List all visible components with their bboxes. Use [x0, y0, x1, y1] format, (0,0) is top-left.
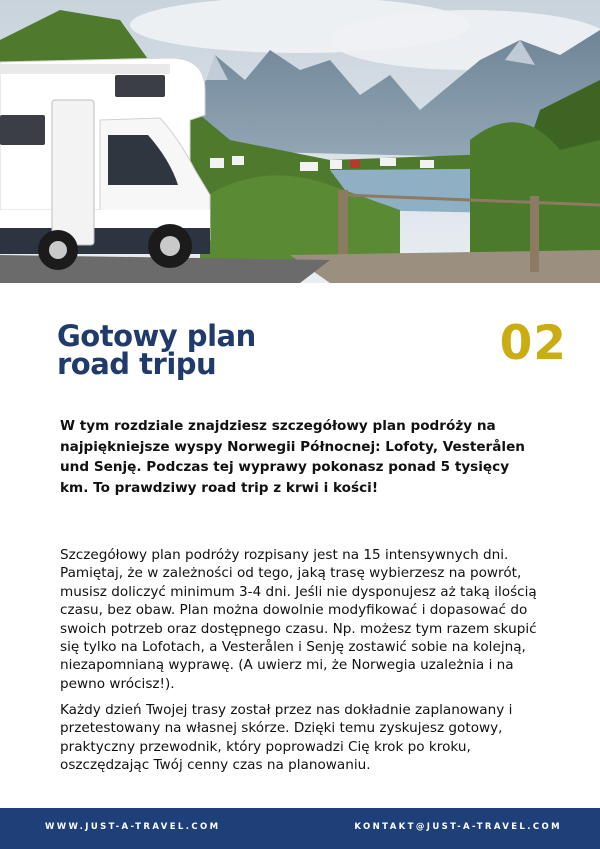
body-paragraph-1: Szczegółowy plan podróży rozpisany jest na 15 intensywnych dni. Pamiętaj, że w zależności od tego, jaką trasę wybierzesz na powrót, musisz doliczyć minimum 3-4 dni. Jeśli nie dysponujesz aż taką ilością czasu, bez obaw. Plan można dowolnie modyfikować i dopasować do swoich potrzeb oraz dostępnego czasu. Np. możesz tym razem skupić się tylko na Lofotach, a Vesterålen i Senję zostawić sobie na kolejną, niezapomnianą wyprawę. (A uwierz mi, że Norwegia uzależnia i na pewno wrócisz!).	[60, 547, 537, 692]
footer-bar	[0, 808, 600, 849]
body-paragraph-2: Każdy dzień Twojej trasy został przez nas dokładnie zaplanowany i przetestowany na własnej skórze. Dzięki temu zyskujesz gotowy, praktyczny przewodnik, który poprowadzi Cię krok po kroku, oszczędzając Twój cenny czas na planowaniu.	[60, 702, 513, 774]
hero-photo	[0, 0, 600, 283]
chapter-number: 02	[499, 316, 567, 371]
campervan	[0, 58, 210, 270]
title-line-2: road tripu	[57, 347, 217, 381]
page-title	[57, 319, 256, 381]
campervan-fjord-illustration	[0, 0, 600, 283]
intro-paragraph: W tym rozdziale znajdziesz szczegółowy plan podróży na najpiękniejsze wyspy Norwegii Północnej: Lofoty, Vesterålen und Senję. Podczas tej wyprawy pokonasz ponad 5 tysięcy km. To prawdziwy road trip z krwi i kości!	[60, 418, 525, 496]
footer-email-link[interactable]: KONTAKT@JUST-A-TRAVEL.COM	[354, 822, 562, 832]
boardwalk	[290, 250, 600, 283]
title-line-1: Gotowy plan	[57, 319, 256, 353]
footer-website-link[interactable]: WWW.JUST-A-TRAVEL.COM	[45, 822, 221, 832]
